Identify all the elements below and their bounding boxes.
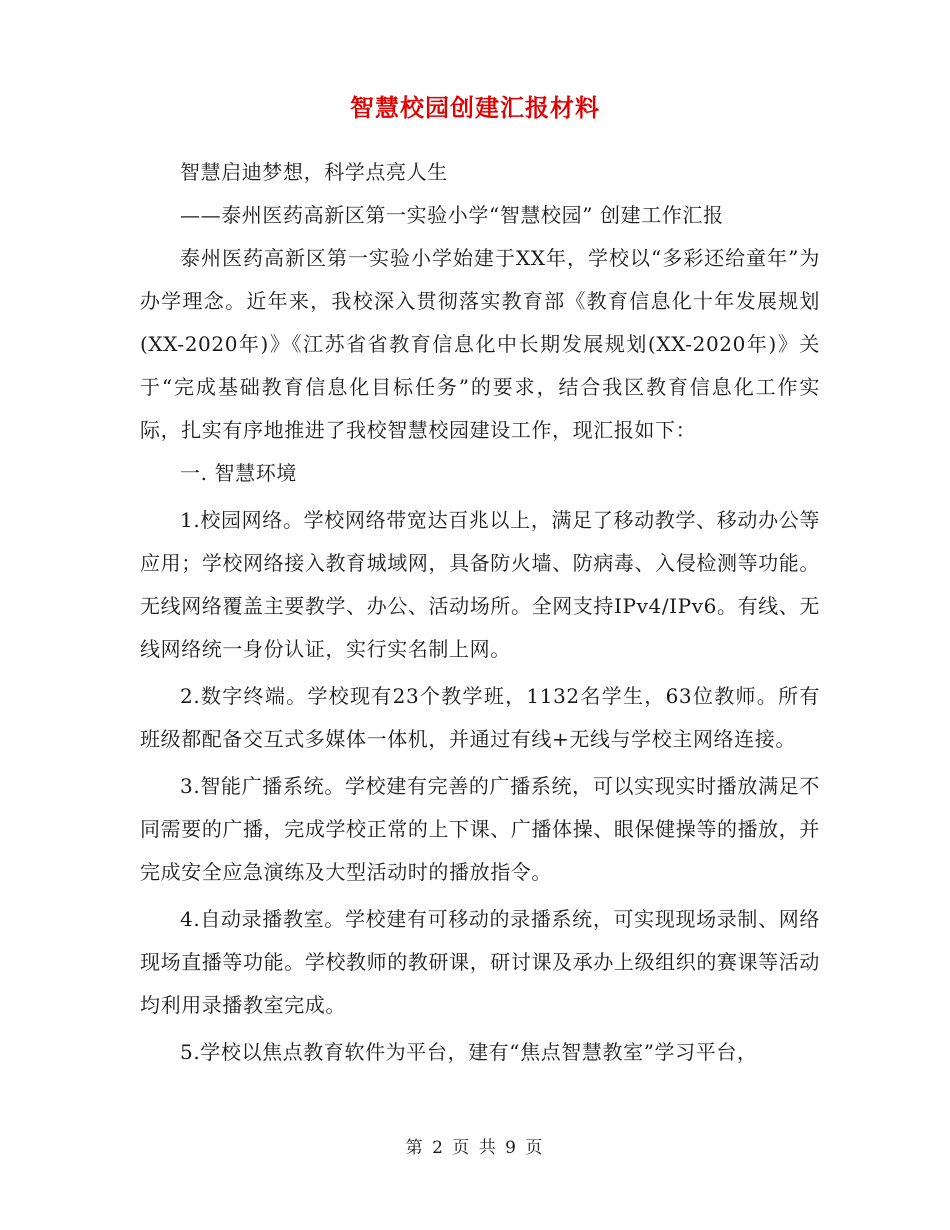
page-number: 第 2 页 共 9 页 [405,1138,545,1158]
document-body [140,151,820,1074]
paragraph-item-1: 1.校园网络。学校网络带宽达百兆以上，满足了移动教学、移动办公等应用；学校网络接入教育城域网，具备防火墙、防病毒、入侵检测等功能。无线网络覆盖主要教学、办公、活动场所。全网支持IPv4/IPv6。有线、无线网络统一身份认证，实行实名制上网。 [140,508,820,661]
paragraph-item-3: 3.智能广播系统。学校建有完善的广播系统，可以实现实时播放满足不同需要的广播，完成学校正常的上下课、广播体操、眼保健操等的播放，并完成安全应急演练及大型活动时的播放指令。 [140,774,820,884]
paragraph-subtitle: ——泰州医药高新区第一实验小学“智慧校园” 创建工作汇报 [180,203,724,227]
paragraph-motto: 智慧启迪梦想，科学点亮人生 [180,160,448,184]
paragraph-item-2: 2.数字终端。学校现有23个教学班，1132名学生，63位教师。所有班级都配备交互式多媒体一体机，并通过有线+无线与学校主网络连接。 [140,684,820,751]
document-title: 智慧校园创建汇报材料 [350,93,600,122]
paragraph-intro: 泰州医药高新区第一实验小学始建于XX年，学校以“多彩还给童年”为办学理念。近年来，我校深入贯彻落实教育部《教育信息化十年发展规划(XX-2020年)》《江苏省省教育信息化中长期发展规划(XX-2020年)》关于“完成基础教育信息化目标任务”的要求，结合我区教育信息化工作实际，扎实有序地推进了我校智慧校园建设工作，现汇报如下： [140,246,820,442]
section-heading: 一. 智慧环境 [180,461,297,485]
paragraph-item-4: 4.自动录播教室。学校建有可移动的录播系统，可实现现场录制、网络现场直播等功能。学校教师的教研课，研讨课及承办上级组织的赛课等活动均利用录播教室完成。 [140,907,820,1017]
paragraph-item-5: 5.学校以焦点教育软件为平台，建有“焦点智慧教室”学习平台， [180,1040,758,1064]
